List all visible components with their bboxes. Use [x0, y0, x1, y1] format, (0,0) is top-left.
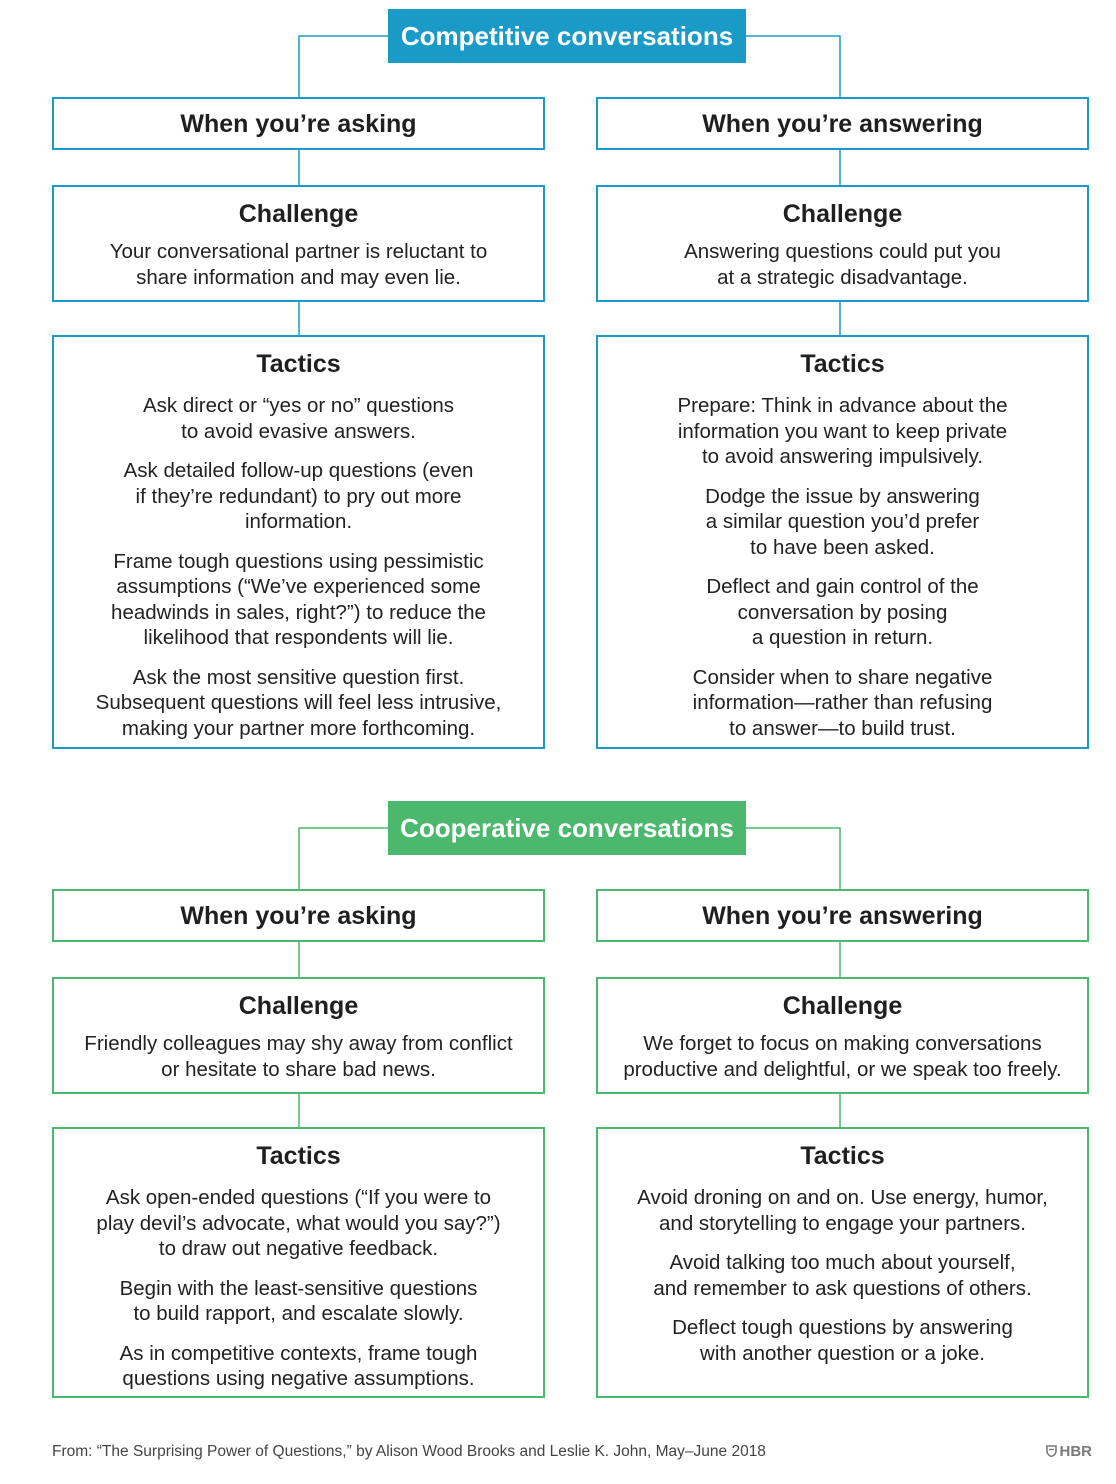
tactic-item: Deflect tough questions by answering with another question or a joke. [672, 1316, 1013, 1365]
answering-label: When you’re answering [702, 110, 983, 138]
connector-title-to-asking [299, 828, 388, 889]
asking-label-box [52, 889, 545, 942]
section-title-cooperative: Cooperative conversations [388, 801, 746, 855]
challenge-text: Friendly colleagues may shy away from conflict or hesitate to share bad news. [84, 1032, 513, 1081]
answering-challenge-box [596, 977, 1089, 1094]
challenge-heading: Challenge [782, 200, 903, 228]
tactics-heading: Tactics [800, 350, 885, 378]
source-citation: From: “The Surprising Power of Questions,” by Alison Wood Brooks and Leslie K. John, May–June 2018 [52, 1443, 766, 1460]
connector-title-to-answering [746, 36, 840, 97]
answering-challenge-box [596, 185, 1089, 302]
answering-tactics-box [596, 335, 1089, 749]
challenge-heading: Challenge [238, 200, 359, 228]
answering-label-box [596, 889, 1089, 942]
answering-tactics-box [596, 1127, 1089, 1398]
asking-label: When you’re asking [180, 110, 417, 138]
tactic-item: Ask the most sensitive question first. Subsequent questions will feel less intrusive, making your partner more forthcoming. [95, 665, 502, 740]
tactic-item: Ask open-ended questions (“If you were to play devil’s advocate, what would you say?”) to draw out negative feedback. [96, 1186, 501, 1260]
tactic-item: Avoid talking too much about yourself, and remember to ask questions of others. [653, 1251, 1032, 1300]
asking-label: When you’re asking [180, 902, 417, 930]
tactic-item: Ask detailed follow-up questions (even if they’re redundant) to pry out more information. [123, 459, 474, 533]
section-title-competitive: Competitive conversations [388, 9, 746, 63]
tactics-heading: Tactics [256, 1142, 341, 1170]
tactic-item: Prepare: Think in advance about the information you want to keep private to avoid answering impulsively. [677, 394, 1008, 468]
tactic-item: Ask direct or “yes or no” questions to avoid evasive answers. [142, 394, 455, 443]
connector-title-to-asking [299, 36, 388, 97]
challenge-text: Answering questions could put you at a strategic disadvantage. [684, 240, 1001, 289]
tactic-item: Frame tough questions using pessimistic assumptions (“We’ve experienced some headwinds in sales, right?”) to reduce the likelihood that respondents will lie. [111, 549, 486, 649]
asking-challenge-box [52, 977, 545, 1094]
tactic-item: Dodge the issue by answering a similar question you’d prefer to have been asked. [705, 484, 980, 559]
asking-tactics-box [52, 1127, 545, 1398]
tactics-list [54, 393, 543, 741]
tactic-item: As in competitive contexts, frame tough questions using negative assumptions. [119, 1341, 478, 1390]
connector-title-to-answering [746, 828, 840, 889]
tactics-list [598, 1185, 1087, 1366]
tactics-heading: Tactics [256, 350, 341, 378]
tactics-heading: Tactics [800, 1142, 885, 1170]
cooperative-section [0, 792, 1116, 1432]
tactics-list [54, 1185, 543, 1392]
challenge-heading: Challenge [782, 992, 903, 1020]
challenge-heading: Challenge [238, 992, 359, 1020]
tactic-item: Avoid droning on and on. Use energy, humor, and storytelling to engage your partners. [637, 1186, 1048, 1235]
tactic-item: Deflect and gain control of the conversation by posing a question in return. [706, 575, 979, 649]
asking-tactics-box [52, 335, 545, 749]
brand-text: HBR [1059, 1443, 1092, 1460]
challenge-text: Your conversational partner is reluctant to share information and may even lie. [109, 240, 488, 289]
hbr-shield-icon [1046, 1445, 1057, 1457]
footer [52, 1443, 1092, 1467]
asking-label-box [52, 97, 545, 150]
challenge-text: We forget to focus on making conversations productive and delightful, or we speak too freely. [623, 1032, 1062, 1081]
tactic-item: Consider when to share negative information—rather than refusing to answer—to build trust. [692, 665, 993, 740]
answering-label: When you’re answering [702, 902, 983, 930]
tactics-list [598, 393, 1087, 741]
asking-challenge-box [52, 185, 545, 302]
brand-logo [1046, 1443, 1093, 1460]
tactic-item: Begin with the least-sensitive questions to build rapport, and escalate slowly. [119, 1276, 478, 1325]
answering-label-box [596, 97, 1089, 150]
